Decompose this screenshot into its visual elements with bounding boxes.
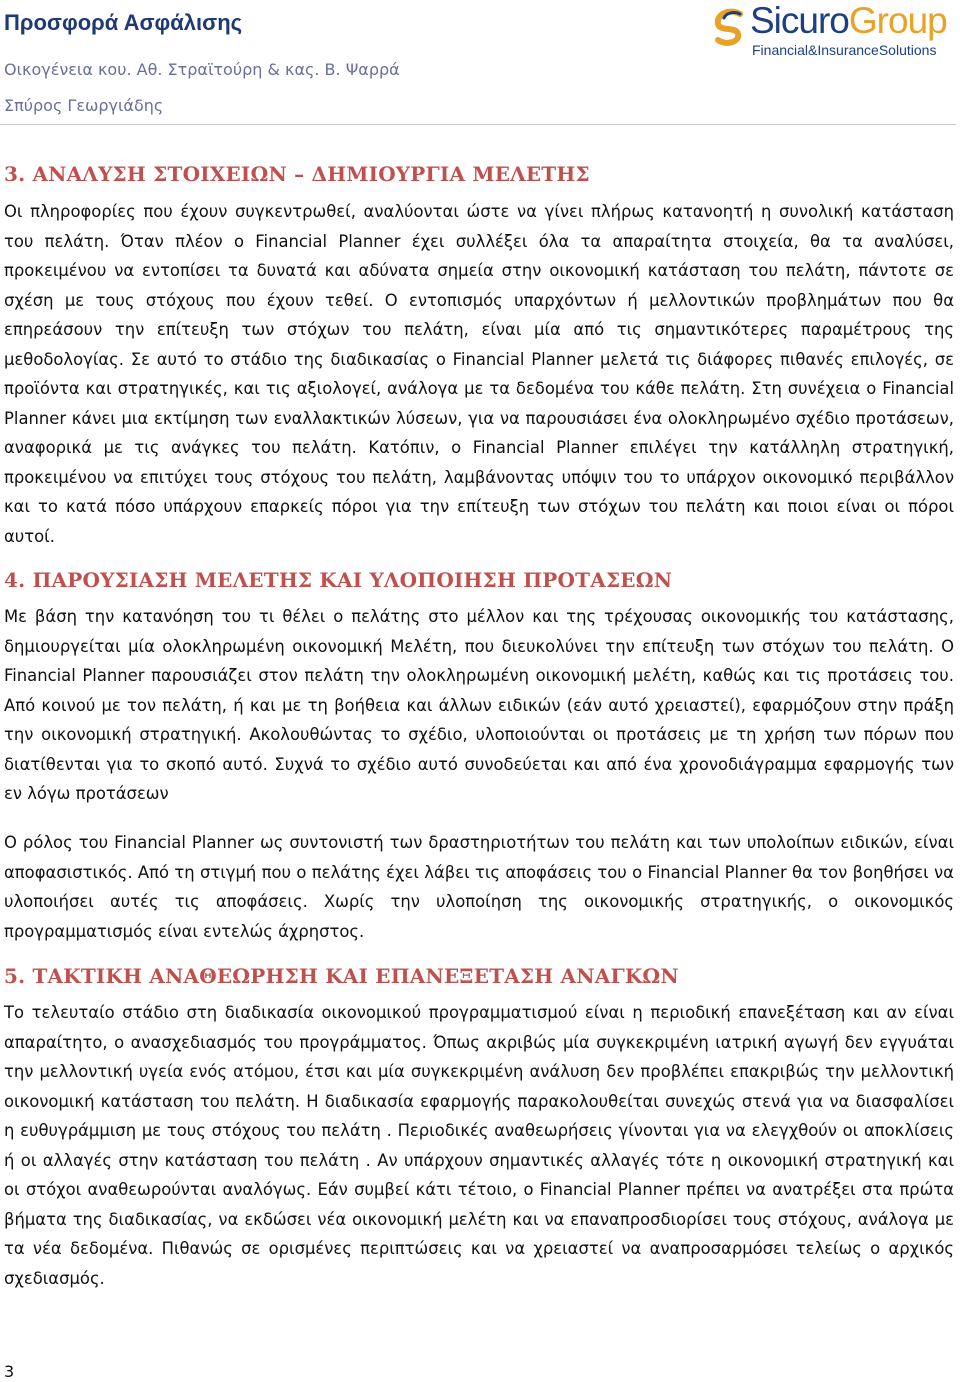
section-paragraph: Το τελευταίο στάδιο στη διαδικασία οικονομικού προγραμματισμού είναι η περιοδική επανεξέταση και αν είναι απαραίτητο, ο ανασχεδιασμός του προγράμματος. Όπως ακριβώς μία συγκεκριμένη ιατρική αγωγή δεν εγγυάται την μελλοντική υγεία ενός ατόμου, έτσι και μία συγκεκριμένη ανάλυση δεν προβλέπει επακριβώς την μελλοντική οικονομική κατάσταση του πελάτη. Η διαδικασία εφαρμογής παρακολουθείται συνεχώς στενά για να διασφαλίσει η ευθυγράμμιση με τους στόχους του πελάτη . Περιοδικές αναθεωρήσεις γίνονται για να ελεγχθούν οι αποκλίσεις ή οι αλλαγές στην κατάσταση του πελάτη . Αν υπάρχουν σημαντικές αλλαγές τότε η οικονομική στρατηγική και οι στόχοι αναθεωρούνται αναλόγως. Εάν συμβεί κάτι τέτοιο, ο Financial Planner πρέπει να ανατρέξει στα πρώτα βήματα της διαδικασίας, να εκδώσει νέα οικονομική μελέτη και να επαναπροσδιορίσει τους στόχους, ανάλογα με τα νέα δεδομένα. Πιθανώς σε ορισμένες περιπτώσεις και να χρειαστεί να αναπροσαρμόσει τελείως ο αρχικός σχεδιασμός. <box>4 1003 954 1288</box>
section-paragraph: Οι πληροφορίες που έχουν συγκεντρωθεί, αναλύονται ώστε να γίνει πλήρως κατανοητή η συνολική κατάσταση του πελάτη. Όταν πλέον ο Financial Planner έχει συλλέξει όλα τα απαραίτητα στοιχεία, θα τα αναλύσει, προκειμένου να εντοπίσει τα δυνατά και αδύνατα σημεία στην οικονομική κατάσταση του πελάτη, πάντοτε σε σχέση με τους στόχους που έχουν τεθεί. Ο εντοπισμός υπαρχόντων ή μελλοντικών προβλημάτων που θα επηρεάσουν την επίτευξη των στόχων του πελάτη, είναι μία από τις σημαντικότερες παραμέτρους της μεθοδολογίας. Σε αυτό το στάδιο της διαδικασίας ο Financial Planner μελετά τις διάφορες πιθανές επιλογές, σε προϊόντα και στρατηγικές, και τις αξιολογεί, ανάλογα με τα δεδομένα του κάθε πελάτη. Στη συνέχεια ο Financial Planner κάνει μια εκτίμηση των εναλλακτικών λύσεων, για να παρουσιάσει ένα ολοκληρωμένο σχέδιο προτάσεων, αναφορικά με τις ανάγκες του πελάτη. Κατόπιν, ο Financial Planner επιλέγει την κατάλληλη στρατηγική, προκειμένου να επιτύχει τους στόχους του πελάτη, λαμβάνοντας υπόψιν του το υπάρχον οικονομικό περιβάλλον και το κατά πόσο υπάρχουν επαρκείς πόροι για την επίτευξη των στόχων του πελάτη και ποιοι είναι οι πόροι αυτοί. <box>4 202 954 546</box>
section-heading: 3. ΑΝΑΛΥΣΗ ΣΤΟΙΧΕΙΩΝ – ΔΗΜΙΟΥΡΓΙΑ ΜΕΛΕΤΗΣ <box>4 162 590 186</box>
section-heading: 5. ΤΑΚΤΙΚΗ ΑΝΑΘΕΩΡΗΣΗ ΚΑΙ ΕΠΑΝΕΞΕΤΑΣΗ ΑΝΑΓΚΩΝ <box>4 964 679 988</box>
sicuro-group-logo <box>710 0 956 60</box>
page-number: 3 <box>4 1362 15 1381</box>
logo-swirl-icon <box>710 6 750 46</box>
section-heading: 4. ΠΑΡΟΥΣΙΑΣΗ ΜΕΛΕΤΗΣ ΚΑΙ ΥΛΟΠΟΙΗΣΗ ΠΡΟΤΑΣΕΩΝ <box>4 568 673 592</box>
logo-word-group: Group <box>848 0 947 41</box>
logo-wordmark <box>750 0 947 42</box>
header-divider <box>0 124 956 125</box>
client-name: Οικογένεια κου. Αθ. Στραϊτούρη & κας. Β. Ψαρρά <box>4 60 400 79</box>
section-paragraph: Ο ρόλος του Financial Planner ως συντονιστή των δραστηριοτήτων του πελάτη και των υπολοίπων ειδικών, είναι αποφασιστικός. Από τη στιγμή που ο πελάτης έχει λάβει τις αποφάσεις του ο Financial Planner θα τον βοηθήσει να υλοποιήσει αυτές τις αποφάσεις. Χωρίς την υλοποίηση της οικονομικής στρατηγικής, ο οικονομικός προγραμματισμός είναι εντελώς άχρηστος. <box>4 833 954 941</box>
page-header <box>0 0 960 126</box>
logo-word-sicuro: Sicuro <box>750 0 849 41</box>
logo-tagline: Financial&InsuranceSolutions <box>752 42 937 58</box>
section-paragraph: Με βάση την κατανόηση του τι θέλει ο πελάτης στο μέλλον και της τρέχουσας οικονομικής του κατάστασης, δημιουργείται μία ολοκληρωμένη οικονομική Μελέτη, που διευκολύνει την επίτευξη των στόχων του πελάτη. Ο Financial Planner παρουσιάζει στον πελάτη την ολοκληρωμένη οικονομική μελέτη, καθώς και τις προτάσεις του. Από κοινού με τον πελάτη, ή και με τη βοήθεια και άλλων ειδικών (εάν αυτό χρειαστεί), εφαρμόζουν στην πράξη την οικονομική στρατηγική. Ακολουθώντας το σχέδιο, υλοποιούνται οι προτάσεις με τη χρήση των πόρων που διατίθενται για το σκοπό αυτό. Συχνά το σχέδιο αυτό συνοδεύεται και από ένα χρονοδιάγραμμα εφαρμογής των εν λόγω προτάσεων <box>4 607 954 803</box>
document-title: Προσφορά Ασφάλισης <box>4 10 243 35</box>
advisor-name: Σπύρος Γεωργιάδης <box>4 96 164 115</box>
